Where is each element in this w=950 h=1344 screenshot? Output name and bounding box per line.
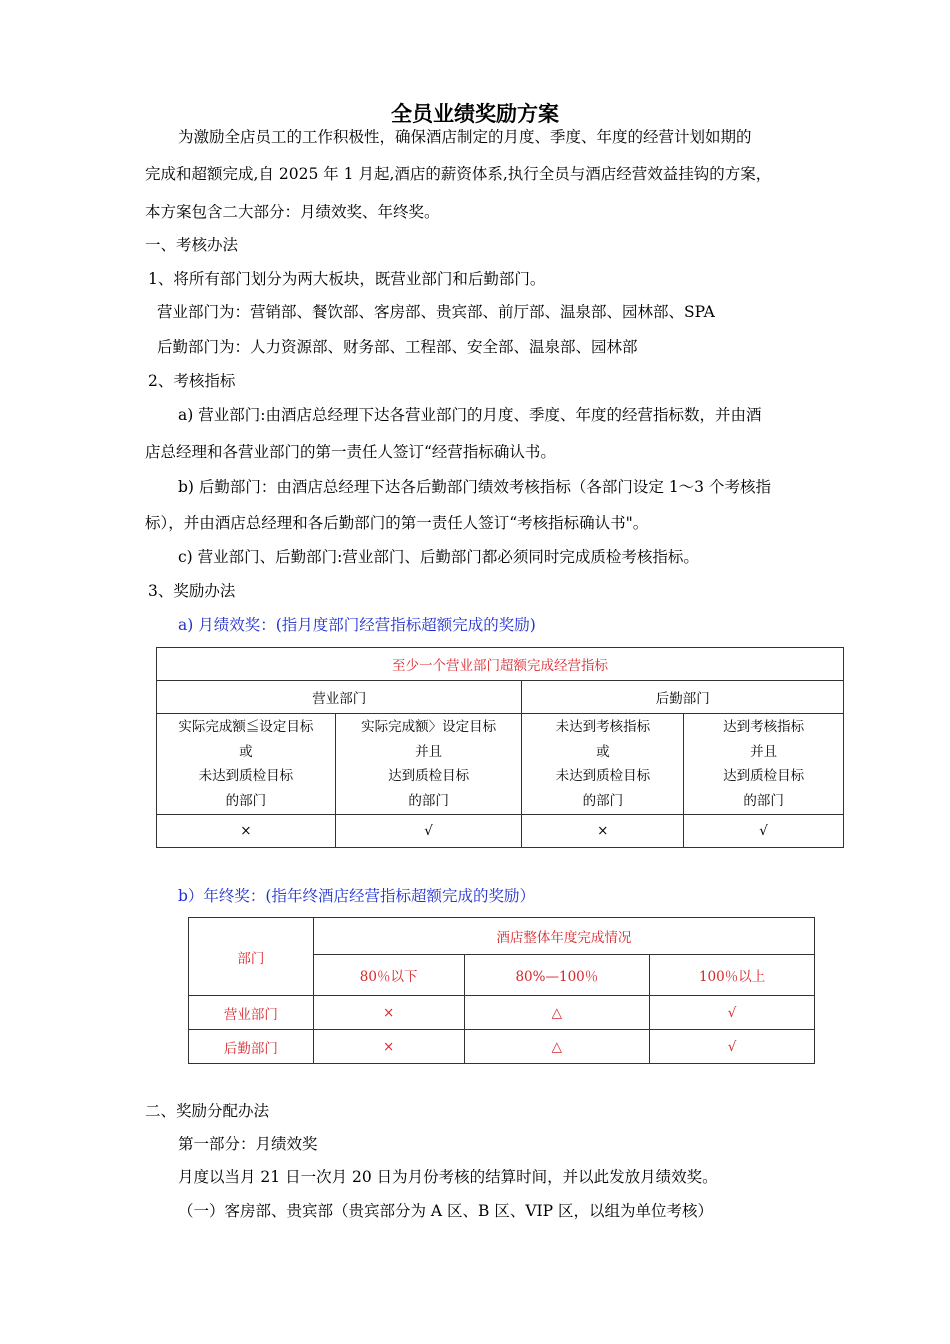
part-1-subsection: （一）客房部、贵宾部（贵宾部分为 A 区、B 区、VIP 区，以组为单位考核） (178, 1202, 714, 1220)
support-departments: 后勤部门为：人力资源部、财务部、工程部、安全部、温泉部、园林部 (157, 338, 638, 356)
table1-col-3-line: 未达到质检目标 (555, 768, 651, 784)
table1-col-2-line: 并且 (415, 743, 443, 760)
intro-line-2: 完成和超额完成,自 2025 年 1 月起,酒店的薪资体系,执行全员与酒店经营效益挂钩的方案， (145, 165, 772, 183)
table1-col-4 (684, 714, 844, 815)
table2-mark: √ (650, 996, 815, 1030)
table2-mark: △ (464, 1030, 650, 1064)
table1-col-1 (157, 714, 336, 815)
item-2a-line-1: a) 营业部门:由酒店总经理下达各营业部门的月度、季度、年度的经营指标数，并由酒 (178, 406, 762, 424)
annual-bonus-table (188, 917, 815, 1064)
table1-mark: × (157, 815, 336, 848)
item-1: 1、将所有部门划分为两大板块，既营业部门和后勤部门。 (148, 270, 546, 288)
item-2: 2、考核指标 (148, 372, 236, 390)
table2-mark: √ (650, 1030, 815, 1064)
table1-col-4-line: 并且 (750, 743, 778, 760)
part-1-description: 月度以当月 21 日一次月 20 日为月份考核的结算时间，并以此发放月绩效奖。 (178, 1168, 718, 1186)
table1-group-business: 营业部门 (157, 681, 522, 714)
table2-level: 100％以上 (650, 955, 815, 996)
table1-col-2-line: 达到质检目标 (388, 768, 470, 784)
table2-mark: × (313, 1030, 464, 1064)
part-1-heading: 第一部分：月绩效奖 (178, 1135, 318, 1153)
table1-col-3 (522, 714, 684, 815)
table1-mark: × (522, 815, 684, 848)
table1-header: 至少一个营业部门超额完成经营指标 (157, 648, 844, 681)
table1-mark: √ (335, 815, 522, 848)
section-1-heading: 一、考核办法 (145, 236, 239, 254)
monthly-bonus-table (156, 647, 844, 848)
table2-level: 80％以下 (313, 955, 464, 996)
document-title: 全员业绩奖励方案 (391, 101, 559, 126)
section-2-heading: 二、奖励分配办法 (145, 1102, 270, 1120)
item-2b-line-2: 标），并由酒店总经理和各后勤部门的第一责任人签订“考核指标确认书"。 (145, 514, 649, 532)
table2-row-dept: 后勤部门 (189, 1030, 314, 1064)
table2-level: 80%—100％ (464, 955, 650, 996)
table2-mark: △ (464, 996, 650, 1030)
monthly-bonus-heading: a) 月绩效奖：(指月度部门经营指标超额完成的奖励) (178, 616, 536, 634)
table1-col-2-line: 的部门 (408, 792, 449, 809)
table1-col-2-line: 实际完成额〉设定目标 (361, 719, 497, 735)
table2-mark: × (313, 996, 464, 1030)
table1-col-3-line: 未达到考核指标 (555, 719, 651, 735)
table1-group-support: 后勤部门 (522, 681, 844, 714)
business-departments: 营业部门为：营销部、餐饮部、客房部、贵宾部、前厅部、温泉部、园林部、SPA (157, 303, 715, 321)
item-2b-line-1: b) 后勤部门：由酒店总经理下达各后勤部门绩效考核指标（各部门设定 1～3 个考核指 (178, 478, 771, 496)
table1-col-3-line: 的部门 (582, 792, 624, 809)
table2-row-dept: 营业部门 (189, 996, 314, 1030)
annual-bonus-heading: b）年终奖：(指年终酒店经营指标超额完成的奖励） (178, 887, 535, 905)
table1-col-4-line: 达到质检目标 (723, 768, 805, 784)
table1-col-1-line: 未达到质检目标 (198, 768, 294, 784)
table1-col-4-line: 达到考核指标 (723, 719, 805, 735)
table1-col-1-line: 或 (239, 743, 253, 760)
table2-dept-header: 部门 (189, 918, 314, 996)
item-2a-line-2: 店总经理和各营业部门的第一责任人签订“经营指标确认书。 (145, 443, 556, 461)
table1-mark: √ (684, 815, 844, 848)
table1-col-3-line: 或 (596, 743, 610, 760)
table1-col-4-line: 的部门 (743, 792, 784, 809)
intro-line-1: 为激励全店员工的工作积极性，确保酒店制定的月度、季度、年度的经营计划如期的 (178, 128, 752, 146)
item-3: 3、奖励办法 (148, 582, 236, 600)
table2-overall-header: 酒店整体年度完成情况 (313, 918, 814, 955)
table1-col-2 (335, 714, 522, 815)
item-2c: c) 营业部门、后勤部门:营业部门、后勤部门都必须同时完成质检考核指标。 (178, 548, 699, 566)
table1-col-1-line: 实际完成额≦设定目标 (178, 719, 314, 735)
intro-line-3: 本方案包含二大部分：月绩效奖、年终奖。 (145, 203, 440, 221)
table1-col-1-line: 的部门 (225, 792, 267, 809)
